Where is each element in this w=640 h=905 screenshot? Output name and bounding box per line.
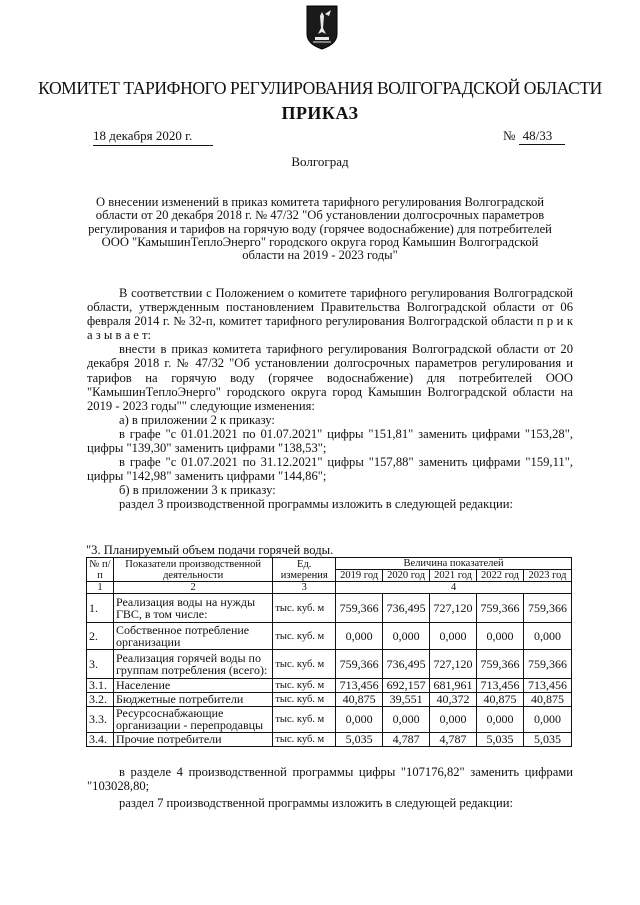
row-number: 3.2.: [87, 693, 114, 707]
row-value: 692,157: [383, 679, 430, 693]
paragraph-change-1: в графе "с 01.01.2021 по 01.07.2021" цифры "151,81" заменить цифрами "153,28", цифры "139,30" заменить цифрами "138,53";: [87, 426, 573, 456]
row-indicator: Ресурсоснабжающие организации - перепродавцы: [113, 707, 272, 733]
header-unit: Ед. измерения: [273, 558, 336, 582]
row-value: 40,372: [430, 693, 477, 707]
row-number: 3.4.: [87, 732, 114, 746]
row-value: 759,366: [477, 650, 524, 679]
header-year: 2020 год: [383, 570, 430, 582]
order-subject: О внесении изменений в приказ комитета тарифного регулирования Волгоградской области от 20 декабря 2018 г. № 47/32 "Об установлении долгосрочных параметров регулирования и тарифов на горячую воду (горячее водоснабжение) для потребителей ООО "КамышинТеплоЭнерго" городского округа город Камышин Волгоградской области на 2019 - 2023 годы": [88, 195, 552, 263]
table-row: [87, 623, 572, 650]
row-unit: тыс. куб. м: [273, 679, 336, 693]
row-value: 0,000: [336, 623, 383, 650]
row-value: 759,366: [336, 650, 383, 679]
row-indicator: Бюджетные потребители: [113, 693, 272, 707]
column-number: 3: [273, 582, 336, 594]
row-value: 727,120: [430, 594, 477, 623]
column-number: 1: [87, 582, 114, 594]
row-value: 4,787: [430, 732, 477, 746]
row-value: 759,366: [523, 650, 571, 679]
header-year: 2023 год: [523, 570, 571, 582]
paragraph-section-4: в разделе 4 производственной программы цифры "107176,82" заменить цифрами "103028,80;: [87, 765, 573, 794]
row-value: 5,035: [523, 732, 571, 746]
header-year: 2021 год: [430, 570, 477, 582]
row-unit: тыс. куб. м: [273, 623, 336, 650]
table-row: [87, 707, 572, 733]
paragraph-change-2: в графе "с 01.07.2021 по 31.12.2021" цифры "157,88" заменить цифрами "159,11", цифры "142,98" заменить цифрами "144,86";: [87, 455, 573, 484]
row-number: 3.3.: [87, 707, 114, 733]
header-year: 2019 год: [336, 570, 383, 582]
row-value: 0,000: [383, 623, 430, 650]
row-number: 1.: [87, 594, 114, 623]
row-unit: тыс. куб. м: [273, 693, 336, 707]
header-values: Величина показателей: [336, 558, 572, 570]
paragraph-section-7: раздел 7 производственной программы изложить в следующей редакции:: [119, 796, 513, 811]
volume-table: [86, 557, 572, 747]
paragraph-amend: внести в приказ комитета тарифного регулирования Волгоградской области от 20 декабря 2018 г. № 47/32 "Об установлении долгосрочных параметров регулирования и тарифов на горячую воду (горячее водоснабжение) для потребителей ООО "КамышинТеплоЭнерго" городского округа город Камышин Волгоградской области на 2019 - 2023 годы"" следующие изменения:: [87, 342, 573, 413]
committee-title: КОМИТЕТ ТАРИФНОГО РЕГУЛИРОВАНИЯ ВОЛГОГРАДСКОЙ ОБЛАСТИ: [38, 78, 602, 98]
row-value: 759,366: [336, 594, 383, 623]
column-number: 4: [336, 582, 572, 594]
row-value: 681,961: [430, 679, 477, 693]
header-num: № п/п: [87, 558, 114, 582]
row-indicator: Прочие потребители: [113, 732, 272, 746]
row-value: 713,456: [336, 679, 383, 693]
row-value: 0,000: [477, 707, 524, 733]
header-indicator: Показатели производственной деятельности: [113, 558, 272, 582]
row-unit: тыс. куб. м: [273, 650, 336, 679]
city: Волгоград: [291, 154, 349, 169]
paragraph-appendix-3: б) в приложении 3 к приказу:: [119, 483, 276, 498]
row-unit: тыс. куб. м: [273, 732, 336, 746]
table-row: [87, 650, 572, 679]
row-indicator: Реализация воды на нужды ГВС, в том числе:: [113, 594, 272, 623]
row-value: 0,000: [336, 707, 383, 733]
paragraph-basis: В соответствии с Положением о комитете тарифного регулирования Волгоградской области, утвержденным постановлением Правительства Волгоградской области от 06 февраля 2014 г. № 32-п, комитет тарифного регулирования Волгоградской области п р и к а з ы в а е т:: [87, 286, 573, 343]
coat-of-arms-icon: [305, 4, 339, 50]
row-value: 0,000: [523, 623, 571, 650]
number-sign: №: [503, 128, 516, 143]
row-value: 5,035: [336, 732, 383, 746]
row-value: 0,000: [477, 623, 524, 650]
row-value: 5,035: [477, 732, 524, 746]
table-caption: "3. Планируемый объем подачи горячей воды.: [86, 543, 334, 557]
row-unit: тыс. куб. м: [273, 707, 336, 733]
row-value: 759,366: [523, 594, 571, 623]
row-value: 39,551: [383, 693, 430, 707]
table-row: [87, 594, 572, 623]
paragraph-section-3: раздел 3 производственной программы изложить в следующей редакции:: [119, 497, 513, 512]
row-value: 736,495: [383, 650, 430, 679]
row-value: 0,000: [383, 707, 430, 733]
row-indicator: Реализация горячей воды по группам потребления (всего):: [113, 650, 272, 679]
row-indicator: Население: [113, 679, 272, 693]
row-number: 3.1.: [87, 679, 114, 693]
row-indicator: Собственное потребление организации: [113, 623, 272, 650]
table-row: [87, 679, 572, 693]
document-number: [503, 128, 565, 145]
after-table-text: [87, 765, 573, 810]
row-value: 0,000: [430, 707, 477, 733]
header-year: 2022 год: [477, 570, 524, 582]
row-value: 759,366: [477, 594, 524, 623]
number-value: 48/33: [519, 128, 565, 145]
document-type: ПРИКАЗ: [281, 103, 359, 123]
row-value: 736,495: [383, 594, 430, 623]
row-value: 40,875: [477, 693, 524, 707]
row-value: 4,787: [383, 732, 430, 746]
table-row: [87, 732, 572, 746]
document-date: 18 декабря 2020 г.: [93, 128, 213, 146]
column-number-row: [87, 582, 572, 594]
row-value: 40,875: [523, 693, 571, 707]
column-number: 2: [113, 582, 272, 594]
table-header-row: [87, 558, 572, 570]
row-value: 713,456: [477, 679, 524, 693]
row-value: 0,000: [430, 623, 477, 650]
row-value: 40,875: [336, 693, 383, 707]
order-body: [87, 286, 573, 512]
row-number: 2.: [87, 623, 114, 650]
table-row: [87, 693, 572, 707]
row-value: 0,000: [523, 707, 571, 733]
row-unit: тыс. куб. м: [273, 594, 336, 623]
row-number: 3.: [87, 650, 114, 679]
row-value: 727,120: [430, 650, 477, 679]
row-value: 713,456: [523, 679, 571, 693]
paragraph-appendix-2: а) в приложении 2 к приказу:: [119, 412, 275, 427]
